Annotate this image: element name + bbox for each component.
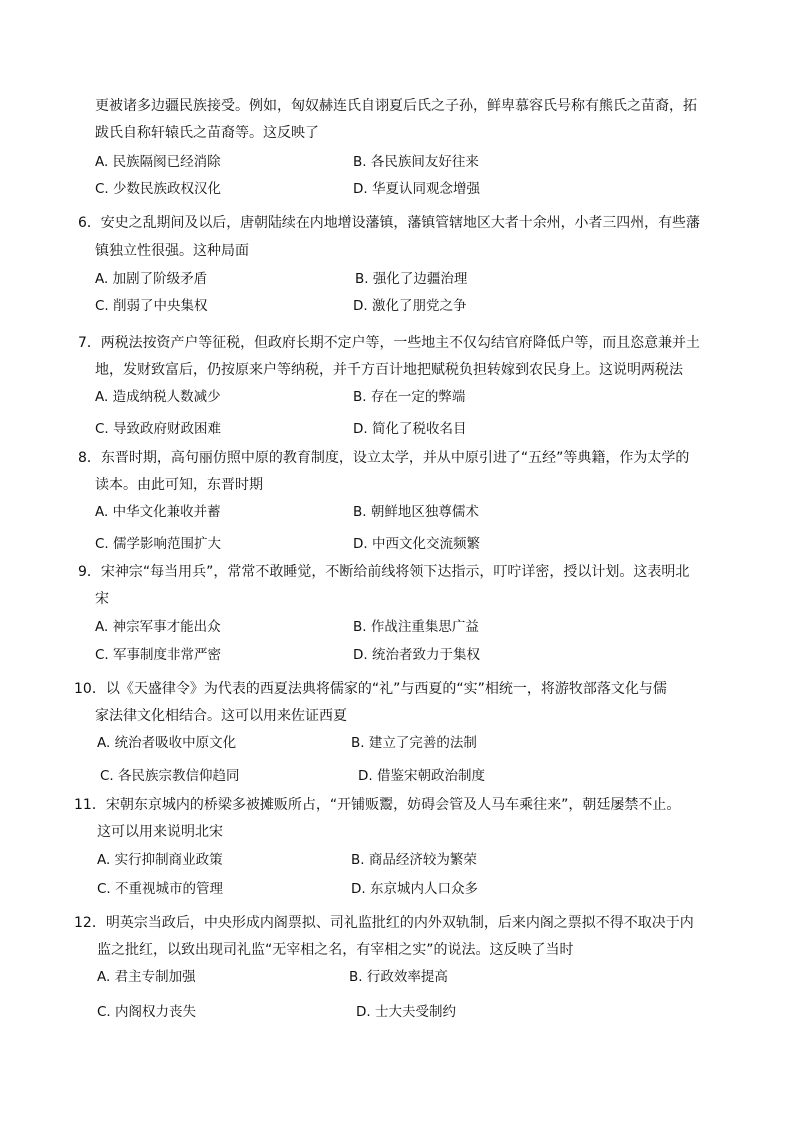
option-c: C. 少数民族政权汉化 xyxy=(95,181,222,197)
option-a: A. 中华文化兼收并蓄 xyxy=(95,504,221,520)
question-stem-line: 地，发财致富后，仍按原来户等纳税，并千方百计地把赋税负担转嫁到农民身上。这说明两税法 xyxy=(95,362,683,378)
option-d: D. 借鉴宋朝政治制度 xyxy=(358,768,485,784)
question-stem-line: 宋 xyxy=(95,591,109,607)
option-d: D. 统治者致力于集权 xyxy=(353,647,480,663)
option-a: A. 民族隔阂已经消除 xyxy=(95,154,221,170)
question-stem-line: 镇独立性很强。这种局面 xyxy=(95,243,249,259)
option-d: D. 简化了税收名目 xyxy=(353,421,467,437)
question-stem-line: 11．宋朝东京城内的桥梁多被摊贩所占，“开铺贩鬻，妨碍会管及人马车乘往来”，朝廷屡禁不止。 xyxy=(74,797,681,813)
question-stem-line: 这可以用来说明北宋 xyxy=(97,824,223,840)
question-stem-line: 6．安史之乱期间及以后，唐朝陆续在内地增设藩镇，藩镇管辖地区大者十余州，小者三四州，有些藩 xyxy=(78,215,700,231)
question-stem-line: 家法律文化相结合。这可以用来佐证西夏 xyxy=(95,708,347,724)
option-d: D. 士大夫受制约 xyxy=(356,1004,456,1020)
option-b: B. 作战注重集思广益 xyxy=(353,619,479,635)
option-b: B. 各民族间友好往来 xyxy=(353,154,479,170)
option-b: B. 商品经济较为繁荣 xyxy=(351,852,477,868)
option-a: A. 神宗军事才能出众 xyxy=(95,619,221,635)
option-c: C. 军事制度非常严密 xyxy=(95,647,222,663)
option-b: B. 行政效率提高 xyxy=(349,969,448,985)
option-b: B. 建立了完善的法制 xyxy=(351,735,477,751)
option-c: C. 不重视城市的管理 xyxy=(97,881,224,897)
option-a: A. 造成纳税人数减少 xyxy=(95,389,221,405)
question-stem-line: 7．两税法按资产户等征税，但政府长期不定户等，一些地主不仅勾结官府降低户等，而且恣意兼并土 xyxy=(78,335,700,351)
question-stem-line: 10．以《天盛律令》为代表的西夏法典将儒家的“礼”与西夏的“实”相统一，将游牧部落文化与儒 xyxy=(74,681,667,697)
option-c: C. 内阁权力丧失 xyxy=(97,1004,197,1020)
question-stem-line: 更被诸多边疆民族接受。例如，匈奴赫连氏自诩夏后氏之子孙，鲜卑慕容氏号称有熊氏之苗裔，拓 xyxy=(95,98,697,114)
question-stem-line: 跋氏自称轩辕氏之苗裔等。这反映了 xyxy=(95,125,319,141)
option-d: D. 中西文化交流频繁 xyxy=(353,536,480,552)
question-stem-line: 8．东晋时期，高句丽仿照中原的教育制度，设立太学，并从中原引进了“五经”等典籍，作为太学的 xyxy=(78,450,690,466)
question-stem-line: 监之批红，以致出现司礼监“无宰相之名，有宰相之实”的说法。这反映了当时 xyxy=(97,942,574,958)
option-d: D. 华夏认同观念增强 xyxy=(353,181,480,197)
question-stem-line: 9．宋神宗“每当用兵”，常常不敢睡觉，不断给前线将领下达指示，叮咛详密，授以计划。这表明北 xyxy=(78,564,690,580)
option-b: B. 朝鲜地区独尊儒术 xyxy=(353,504,479,520)
option-a: A. 统治者吸收中原文化 xyxy=(97,735,237,751)
option-a: A. 实行抑制商业政策 xyxy=(97,852,223,868)
option-c: C. 导致政府财政困难 xyxy=(95,421,222,437)
option-b: B. 强化了边疆治理 xyxy=(355,271,468,287)
option-d: D. 激化了朋党之争 xyxy=(353,298,467,314)
question-stem-line: 读本。由此可知，东晋时期 xyxy=(95,477,263,493)
option-c: C. 削弱了中央集权 xyxy=(95,298,208,314)
option-d: D. 东京城内人口众多 xyxy=(351,881,478,897)
option-a: A. 加剧了阶级矛盾 xyxy=(95,271,208,287)
option-c: C. 儒学影响范围扩大 xyxy=(95,536,222,552)
option-b: B. 存在一定的弊端 xyxy=(353,389,466,405)
question-stem-line: 12．明英宗当政后，中央形成内阁票拟、司礼监批红的内外双轨制，后来内阁之票拟不得不取决于内 xyxy=(74,915,694,931)
option-c: C. 各民族宗教信仰趋同 xyxy=(100,768,240,784)
option-a: A. 君主专制加强 xyxy=(97,969,196,985)
